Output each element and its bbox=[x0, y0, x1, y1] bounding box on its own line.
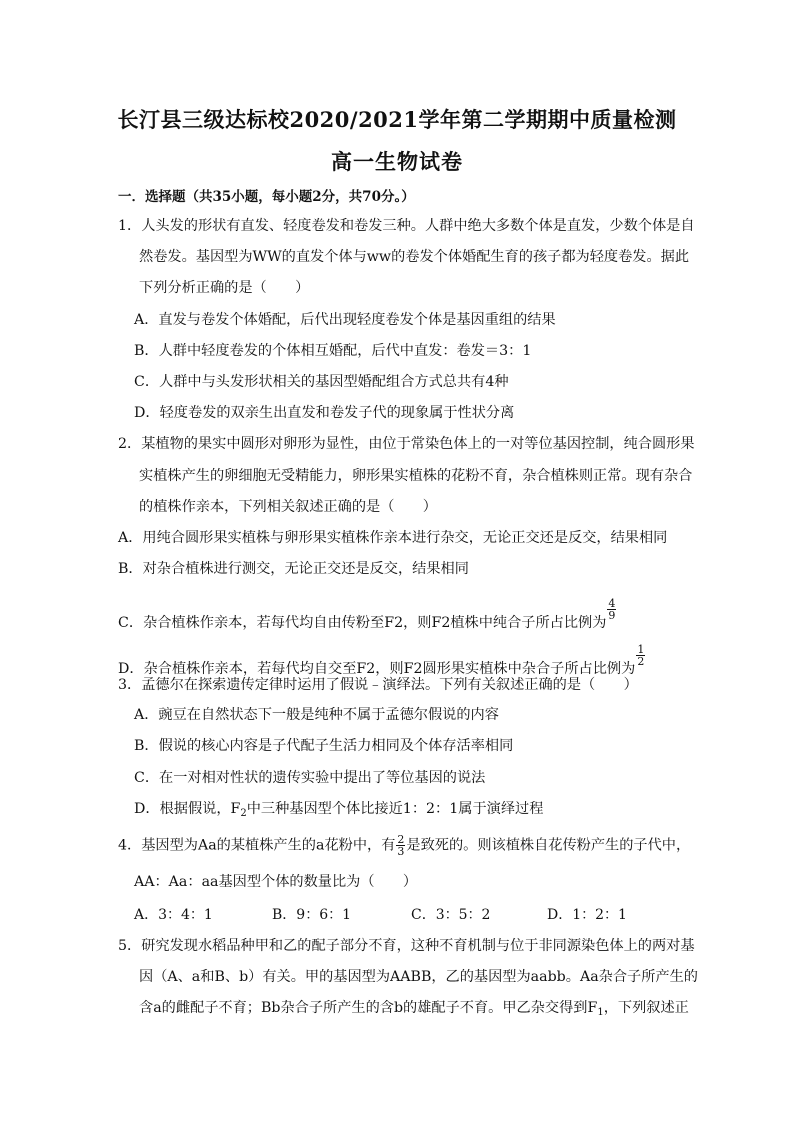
q3-option-c: C．在一对相对性状的遗传实验中提出了等位基因的说法 bbox=[134, 770, 486, 786]
q2-stem-line2: 实植株产生的卵细胞无受精能力，卵形果实植株的花粉不育，杂合植株则正常。现有杂合 bbox=[139, 468, 693, 484]
q2-option-a: A．用纯合圆形果实植株与卵形果实植株作亲本进行杂交，无论正交还是反交，结果相同 bbox=[118, 530, 668, 546]
q4-option-d: D．1：2：1 bbox=[547, 907, 627, 923]
q5-stem-line3-post: ，下列叙述正 bbox=[603, 1000, 689, 1016]
q4-stem-line2: AA：Aa：aa基因型个体的数量比为（ ） bbox=[134, 874, 418, 890]
subscript: 2 bbox=[240, 808, 247, 819]
q1-option-d: D．轻度卷发的双亲生出直发和卷发子代的现象属于性状分离 bbox=[134, 405, 515, 421]
subscript: 1 bbox=[597, 1007, 604, 1018]
q3-option-b: B．假说的核心内容是子代配子生活力相同及个体存活率相同 bbox=[134, 738, 514, 754]
q1-stem-line1: 1．人头发的形状有直发、轻度卷发和卷发三种。人群中绝大多数个体是直发，少数个体是自 bbox=[118, 218, 695, 234]
fraction-denominator: 3 bbox=[397, 845, 405, 858]
q4-option-a: A．3：4：1 bbox=[134, 907, 213, 923]
q3-option-d bbox=[134, 799, 543, 824]
q1-option-b: B．人群中轻度卷发的个体相互婚配，后代中直发：卷发＝3：1 bbox=[134, 343, 532, 359]
q5-stem-line2: 因（A、a和B、b）有关。甲的基因型为AABB，乙的基因型为aabb。Aa杂合子所产生的 bbox=[139, 969, 698, 985]
q3-stem: 3．孟德尔在探索遗传定律时运用了假说﹣演绎法。下列有关叙述正确的是（ ） bbox=[118, 677, 638, 693]
q2-option-d bbox=[118, 644, 646, 679]
q3-option-d-pre: D．根据假说，F bbox=[134, 801, 241, 817]
fraction-denominator: 9 bbox=[608, 609, 616, 622]
q5-stem-line3 bbox=[139, 998, 689, 1023]
q1-option-c: C．人群中与头发形状相关的基因型婚配组合方式总共有4种 bbox=[134, 374, 509, 390]
q1-option-a: A．直发与卷发个体婚配，后代出现轻度卷发个体是基因重组的结果 bbox=[134, 312, 556, 328]
q4-stem-post: 是致死的。则该植株自花传粉产生的子代中， bbox=[406, 837, 691, 854]
q4-stem-line1 bbox=[118, 834, 690, 857]
exam-title: 长汀县三级达标校2020/2021学年第二学期期中质量检测 bbox=[117, 107, 677, 132]
q5-stem-line3-pre: 含a的雌配子不育；Bb杂合子所产生的含b的雄配子不育。甲乙杂交得到F bbox=[139, 1000, 598, 1016]
section-heading: 一．选择题（共35小题，每小题2分，共70分。） bbox=[118, 189, 415, 205]
q2-stem-line3: 的植株作亲本，下列相关叙述正确的是（ ） bbox=[139, 499, 437, 515]
q2-option-b: B．对杂合植株进行测交，无论正交还是反交，结果相同 bbox=[118, 561, 469, 577]
q2-option-c-text: C．杂合植株作亲本，若每代均自由传粉至F2，则F2植株中纯合子所占比例为 bbox=[118, 615, 607, 631]
fraction bbox=[396, 834, 405, 857]
q4-stem-pre: 4．基因型为Aa的某植株产生的a花粉中，有 bbox=[118, 837, 396, 854]
fraction bbox=[636, 644, 645, 667]
q1-stem-line2: 然卷发。基因型为WW的直发个体与ww的卷发个体婚配生育的孩子都为轻度卷发。据此 bbox=[139, 249, 690, 265]
q2-option-c bbox=[118, 598, 617, 633]
q3-option-a: A．豌豆在自然状态下一般是纯种不属于孟德尔假说的内容 bbox=[134, 707, 499, 723]
fraction bbox=[607, 598, 616, 621]
exam-subtitle: 高一生物试卷 bbox=[331, 149, 463, 174]
q4-option-b: B．9：6：1 bbox=[272, 907, 352, 923]
q2-stem-line1: 2．某植物的果实中圆形对卵形为显性，由位于常染色体上的一对等位基因控制，纯合圆形果 bbox=[118, 436, 695, 452]
q2-option-d-text: D．杂合植株作亲本，若每代均自交至F2，则F2圆形果实植株中杂合子所占比例为 bbox=[118, 661, 636, 677]
q4-option-c: C．3：5：2 bbox=[411, 907, 491, 923]
q5-stem-line1: 5．研究发现水稻品种甲和乙的配子部分不育，这种不育机制与位于非同源染色体上的两对基 bbox=[118, 938, 695, 954]
q1-stem-line3: 下列分析正确的是（ ） bbox=[139, 280, 310, 296]
q3-option-d-post: 中三种基因型个体比接近1：2：1属于演绎过程 bbox=[246, 801, 544, 817]
fraction-numerator: 1 bbox=[637, 643, 645, 656]
fraction-numerator: 4 bbox=[608, 597, 616, 610]
fraction-numerator: 2 bbox=[397, 833, 405, 846]
fraction-denominator: 2 bbox=[637, 655, 645, 668]
